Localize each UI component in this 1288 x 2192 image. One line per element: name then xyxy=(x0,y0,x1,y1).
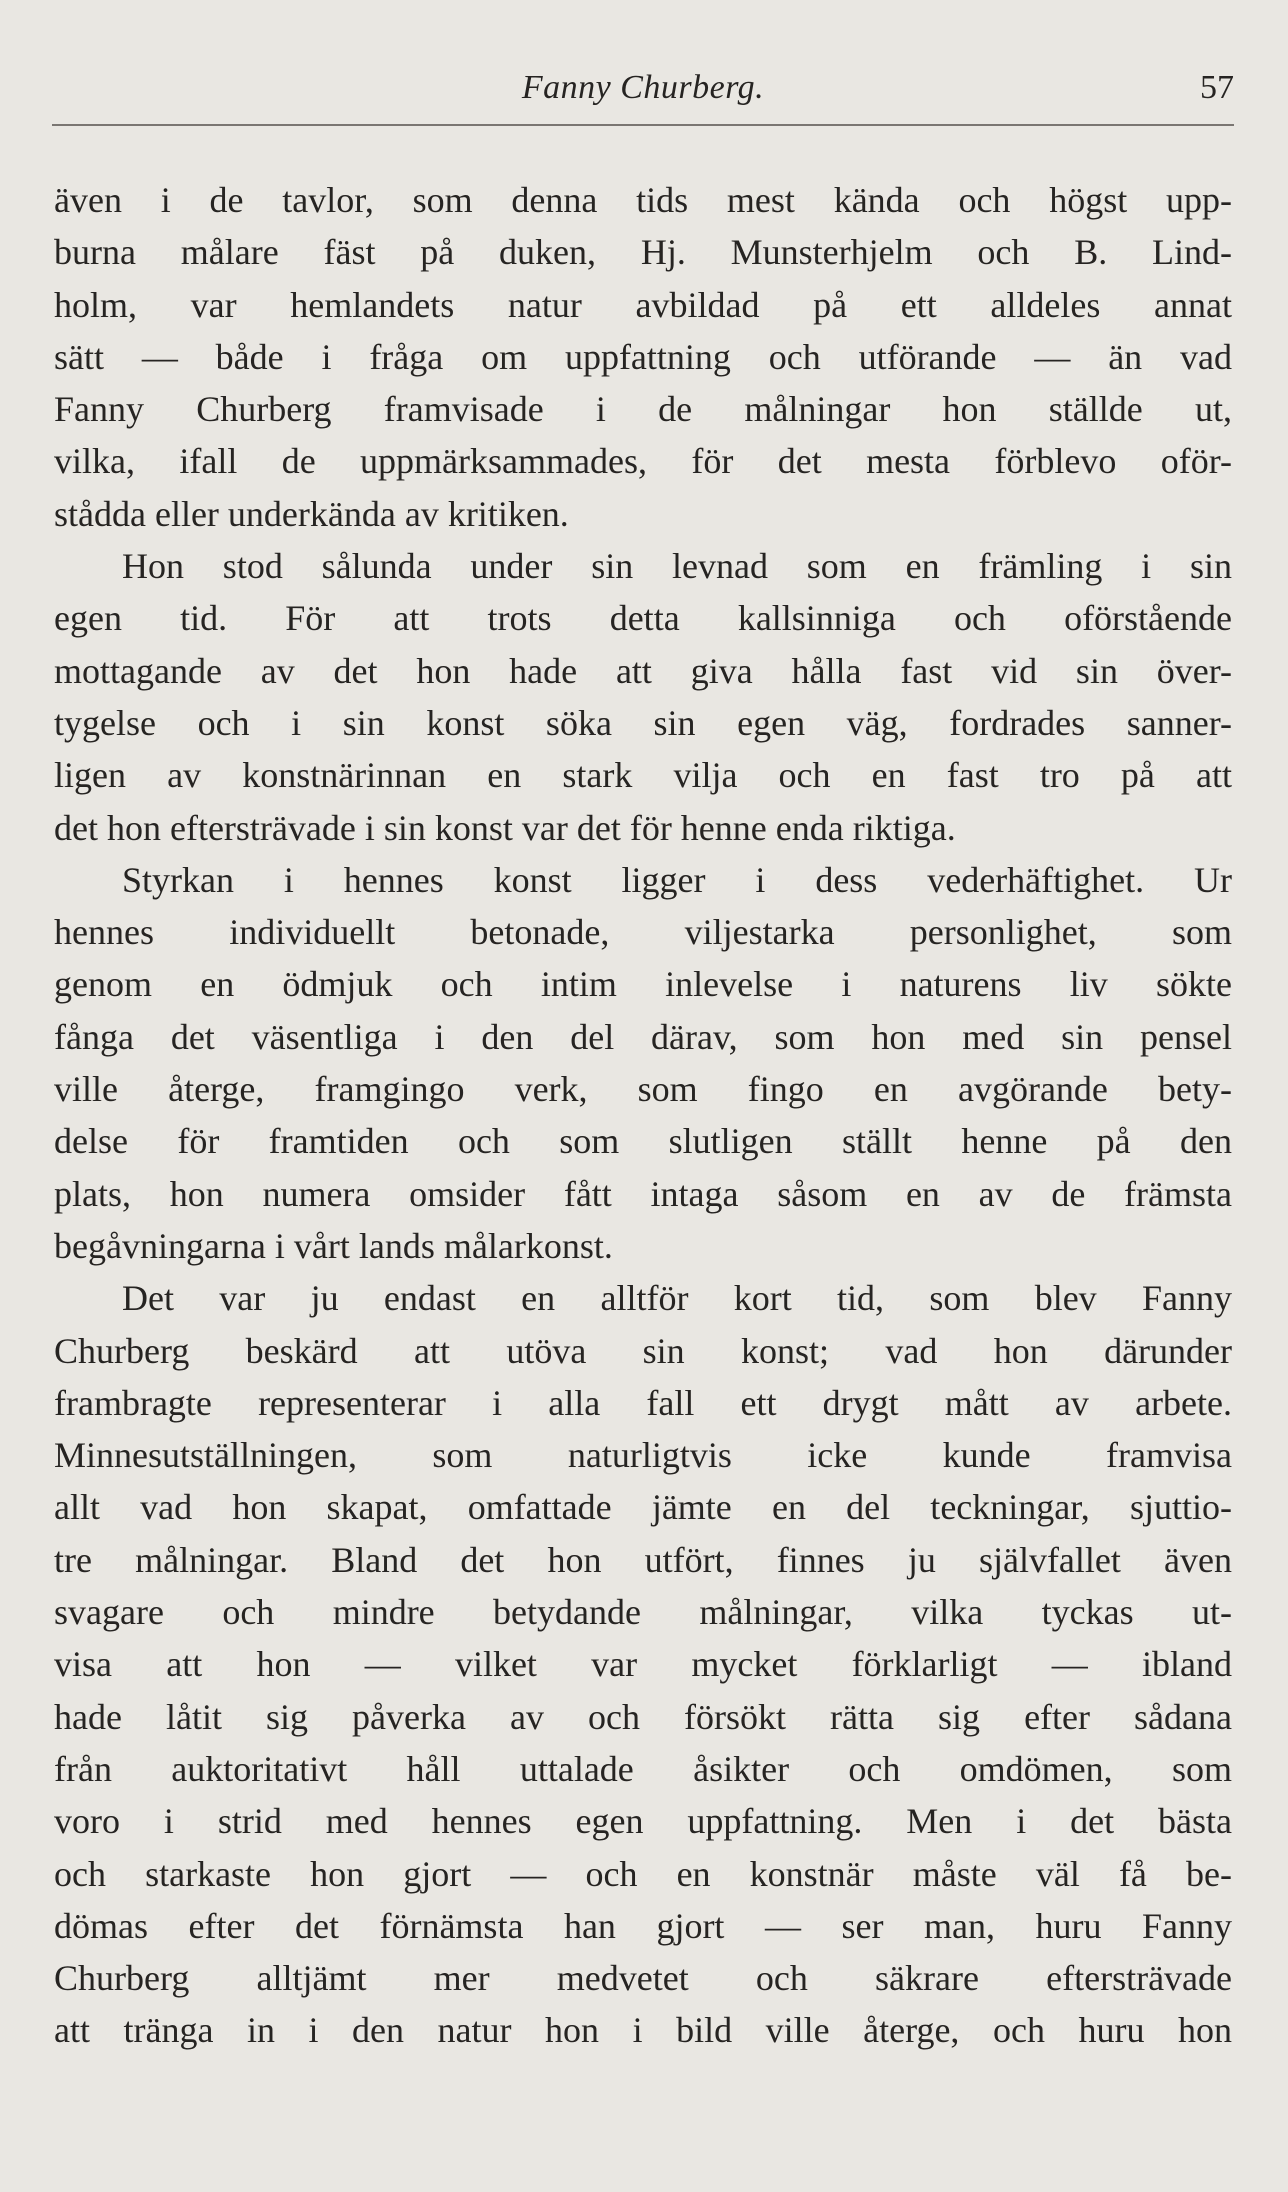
paragraph xyxy=(54,1272,1232,2056)
text-line: holm, var hemlandets natur avbildad på ett alldeles annat xyxy=(54,284,1232,325)
text-line: plats, hon numera omsider fått intaga såsom en av de främsta xyxy=(54,1173,1232,1214)
text-line: begåvningarna i vårt lands målarkonst. xyxy=(54,1225,613,1266)
text-line: ligen av konstnärinnan en stark vilja och en fast tro på att xyxy=(54,755,1232,796)
text-line: Hon stod sålunda under sin levnad som en främling i sin xyxy=(122,546,1232,587)
text-line: voro i strid med hennes egen uppfattning. Men i det bästa xyxy=(54,1801,1232,1842)
text-line: från auktoritativt håll uttalade åsikter och omdömen, som xyxy=(54,1748,1232,1789)
text-line: tre målningar. Bland det hon utfört, finnes ju självfallet även xyxy=(54,1539,1232,1580)
text-line: fånga det väsentliga i den del därav, som hon med sin pensel xyxy=(54,1016,1232,1057)
paragraph xyxy=(54,174,1232,540)
running-title: Fanny Churberg. xyxy=(521,69,765,106)
text-line: Fanny Churberg framvisade i de målningar hon ställde ut, xyxy=(54,389,1232,430)
text-line: Churberg alltjämt mer medvetet och säkrare eftersträvade xyxy=(54,1958,1232,1999)
text-line: ville återge, framgingo verk, som fingo en avgörande bety- xyxy=(54,1069,1232,1110)
text-line: burna målare fäst på duken, Hj. Munsterhjelm och B. Lind- xyxy=(54,232,1232,273)
text-line: Minnesutställningen, som naturligtvis icke kunde framvisa xyxy=(54,1435,1232,1476)
text-line: vilka, ifall de uppmärksammades, för det mesta förblevo oför- xyxy=(54,441,1232,482)
text-line: mottagande av det hon hade att giva hålla fast vid sin över- xyxy=(54,650,1232,691)
text-line: även i de tavlor, som denna tids mest kända och högst upp- xyxy=(54,180,1232,220)
text-line: genom en ödmjuk och intim inlevelse i naturens liv sökte xyxy=(54,964,1232,1005)
text-line: tygelse och i sin konst söka sin egen väg, fordrades sanner- xyxy=(54,702,1232,743)
page-number: 57 xyxy=(1200,69,1234,106)
text-line: Styrkan i hennes konst ligger i dess vederhäftighet. Ur xyxy=(122,859,1232,900)
text-line: och starkaste hon gjort — och en konstnär måste väl få be- xyxy=(54,1853,1232,1894)
header-rule xyxy=(52,124,1234,126)
text-line: Det var ju endast en alltför kort tid, som blev Fanny xyxy=(122,1278,1232,1319)
text-line: hade låtit sig påverka av och försökt rätta sig efter sådana xyxy=(54,1696,1232,1737)
text-line: egen tid. För att trots detta kallsinniga och oförstående xyxy=(54,598,1232,639)
text-line: hennes individuellt betonade, viljestarka personlighet, som xyxy=(54,912,1232,953)
text-line: stådda eller underkända av kritiken. xyxy=(54,493,569,534)
paragraph xyxy=(54,854,1232,1272)
text-line: dömas efter det förnämsta han gjort — ser man, huru Fanny xyxy=(54,1905,1232,1946)
paragraph xyxy=(54,540,1232,854)
text-line: det hon eftersträvade i sin konst var det för henne enda riktiga. xyxy=(54,807,956,848)
body-text xyxy=(54,174,1232,2057)
text-line: visa att hon — vilket var mycket förklarligt — ibland xyxy=(54,1644,1232,1685)
running-head xyxy=(52,62,1234,114)
text-line: svagare och mindre betydande målningar, vilka tyckas ut- xyxy=(54,1592,1232,1633)
text-line: sätt — både i fråga om uppfattning och utförande — än vad xyxy=(54,336,1232,377)
text-line: frambragte representerar i alla fall ett drygt mått av arbete. xyxy=(54,1382,1232,1423)
text-line: Churberg beskärd att utöva sin konst; vad hon därunder xyxy=(54,1330,1232,1371)
text-line: att tränga in i den natur hon i bild ville återge, och huru hon xyxy=(54,2010,1232,2051)
text-line: delse för framtiden och som slutligen ställt henne på den xyxy=(54,1121,1232,1162)
text-line: allt vad hon skapat, omfattade jämte en del teckningar, sjuttio- xyxy=(54,1487,1232,1528)
